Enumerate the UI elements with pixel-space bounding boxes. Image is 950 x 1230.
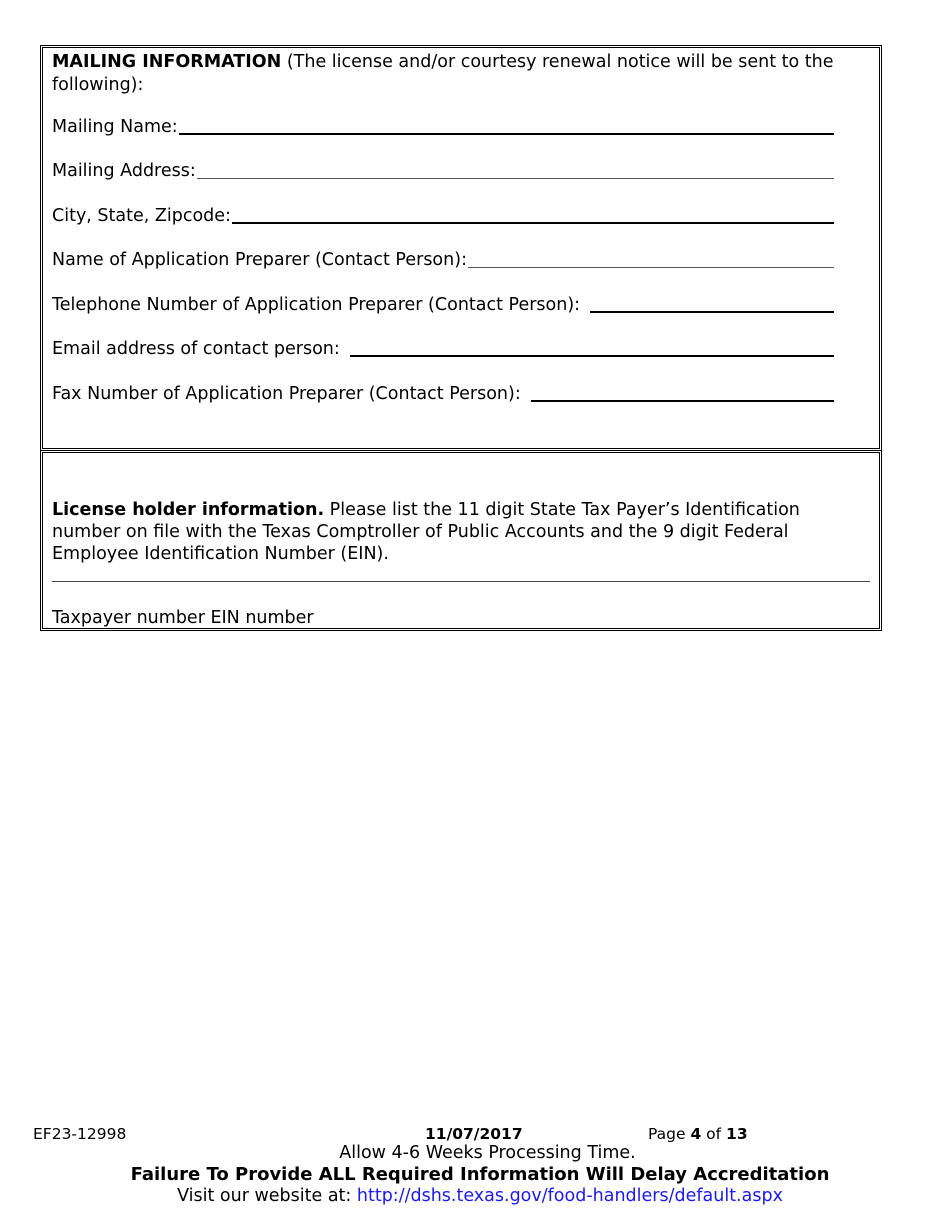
preparer-name-label: Name of Application Preparer (Contact Person): — [52, 250, 467, 270]
mailing-heading: MAILING INFORMATION — [52, 52, 282, 72]
mailing-name-row — [52, 116, 834, 139]
failure-warning: Failure To Provide ALL Required Information Will Delay Accreditation — [130, 1164, 830, 1185]
mailing-address-label: Mailing Address: — [52, 161, 196, 181]
mailing-information-section — [40, 45, 882, 451]
preparer-fax-row — [52, 383, 834, 406]
preparer-fax-label: Fax Number of Application Preparer (Contact Person): — [52, 384, 521, 404]
preparer-name-field[interactable] — [468, 267, 834, 268]
website-link[interactable]: http://dshs.texas.gov/food-handlers/default.aspx — [356, 1186, 783, 1206]
preparer-phone-field[interactable] — [590, 311, 834, 313]
city-state-zip-field[interactable] — [232, 222, 834, 224]
preparer-name-row — [52, 249, 834, 272]
page-prefix: Page — [648, 1125, 691, 1143]
contact-email-label: Email address of contact person: — [52, 339, 340, 359]
mailing-intro-text: (The license and/or courtesy renewal notice will be sent to the following): — [52, 52, 834, 95]
preparer-phone-label: Telephone Number of Application Preparer (Contact Person): — [52, 295, 581, 315]
processing-note: Allow 4-6 Weeks Processing Time. — [339, 1143, 636, 1163]
license-description — [52, 499, 842, 565]
contact-email-row — [52, 338, 834, 361]
license-heading: License holder information. — [52, 500, 325, 520]
form-date: 11/07/2017 — [425, 1125, 523, 1143]
page-of: of — [701, 1125, 727, 1143]
preparer-phone-row — [52, 294, 834, 317]
city-state-zip-row — [52, 205, 834, 228]
page-current: 4 — [690, 1125, 702, 1143]
license-holder-section — [40, 450, 882, 631]
website-line — [0, 1186, 950, 1207]
contact-email-field[interactable] — [350, 355, 834, 357]
website-prefix: Visit our website at: — [177, 1186, 357, 1206]
taxpayer-label: Taxpayer number EIN number — [52, 608, 314, 628]
license-description-text: Please list the 11 digit State Tax Payer’s Identification number on file with the Texas Comptroller of Public Accounts and the 9 digit Federal Employee Identification Number (EIN). — [52, 500, 800, 564]
page-number — [648, 1124, 748, 1144]
taxpayer-number-field[interactable] — [52, 581, 870, 582]
mailing-address-row — [52, 160, 834, 183]
mailing-name-field[interactable] — [179, 133, 834, 135]
form-code: EF23-12998 — [33, 1125, 127, 1143]
mailing-intro — [52, 51, 872, 97]
mailing-address-field[interactable] — [197, 178, 834, 179]
preparer-fax-field[interactable] — [531, 400, 834, 402]
mailing-name-label: Mailing Name: — [52, 117, 178, 137]
page-total: 13 — [726, 1125, 748, 1143]
city-state-zip-label: City, State, Zipcode: — [52, 206, 231, 226]
